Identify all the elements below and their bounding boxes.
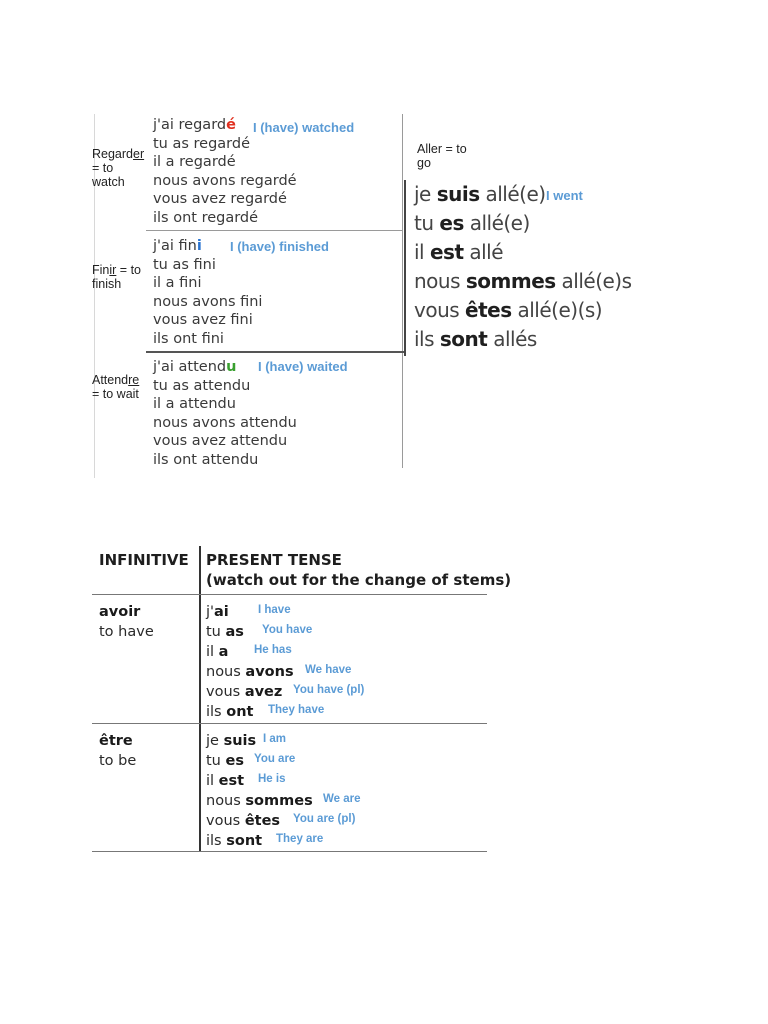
header-present-tense: PRESENT TENSE xyxy=(206,551,342,569)
conj-line: ils ont fini xyxy=(153,330,224,347)
pronoun: j' xyxy=(206,604,215,620)
conj-line: nous avons fini xyxy=(153,293,263,310)
verb-form: as xyxy=(225,624,244,640)
regarder-label: Regarder = to watch xyxy=(92,147,145,189)
pronoun: vous xyxy=(206,813,245,829)
conjugation-row xyxy=(206,682,365,702)
pronoun: ils xyxy=(206,833,227,849)
verb-form: ont xyxy=(226,704,254,720)
table-bottom-rule xyxy=(92,851,487,852)
participle: allé(e)s xyxy=(555,269,632,293)
header-infinitive: INFINITIVE xyxy=(99,551,189,569)
translation: They are xyxy=(276,833,324,845)
aller-line xyxy=(414,296,632,325)
aller-line xyxy=(414,267,632,296)
verb-form: sont xyxy=(226,833,263,849)
translation: You have xyxy=(262,624,313,636)
conj-line: nous avons regardé xyxy=(153,172,297,189)
finir-translation: I (have) finished xyxy=(230,239,329,254)
attendre-translation: I (have) waited xyxy=(258,359,348,374)
header-present-subtitle: (watch out for the change of stems) xyxy=(206,571,512,589)
divider-verbs-aller xyxy=(402,114,403,468)
conj-line: ils ont regardé xyxy=(153,209,259,226)
pronoun: ils xyxy=(206,704,227,720)
auxiliary: êtes xyxy=(465,298,512,322)
pronoun: il xyxy=(414,240,430,264)
pronoun: tu xyxy=(206,753,226,769)
translation: I have xyxy=(258,604,291,616)
auxiliary: es xyxy=(439,211,464,235)
attendre-label: Attendre = to wait xyxy=(92,373,140,401)
conj-line: vous avez fini xyxy=(153,312,253,328)
aller-conjugation xyxy=(414,180,632,354)
verb-form: avez xyxy=(244,684,283,700)
table-row-rule xyxy=(92,723,487,724)
pronoun: vous xyxy=(414,298,466,322)
auxiliary: sommes xyxy=(465,269,556,293)
aller-line xyxy=(414,209,632,238)
pronoun: nous xyxy=(414,269,466,293)
translation: He has xyxy=(254,644,292,656)
regarder-translation: I (have) watched xyxy=(253,120,355,135)
conj-line: il a fini xyxy=(153,275,202,291)
conj-line: tu as regardé xyxy=(153,135,251,152)
translation: He is xyxy=(258,773,286,785)
aller-translation: I went xyxy=(546,188,583,203)
etre-forms xyxy=(206,731,361,851)
pronoun: je xyxy=(206,733,224,749)
conj-line: nous avons attendu xyxy=(153,414,297,431)
table-column-divider xyxy=(199,546,201,852)
translation: We are xyxy=(323,793,361,805)
verb-form: ai xyxy=(214,604,229,620)
conj-line: tu as fini xyxy=(153,256,216,273)
finir-label: Finir = to finish xyxy=(92,263,141,291)
conj-line: j'ai attendu xyxy=(153,359,237,375)
participle: allé(e) xyxy=(479,182,546,206)
conj-line: j'ai fini xyxy=(153,238,202,254)
conjugation-row xyxy=(206,831,324,851)
conjugation-row xyxy=(206,662,352,682)
conjugation-row xyxy=(206,751,313,771)
verb-form: êtes xyxy=(244,813,281,829)
verb-form: a xyxy=(218,644,229,660)
verb-form: avons xyxy=(245,664,294,680)
translation: You have (pl) xyxy=(293,684,365,696)
pronoun: vous xyxy=(206,684,245,700)
aller-line xyxy=(414,238,632,267)
verb-form: sommes xyxy=(245,793,313,809)
conjugation-row xyxy=(206,771,313,791)
conj-line: j'ai regardé xyxy=(153,117,236,133)
conjugation-row xyxy=(206,622,313,642)
conj-line: il a regardé xyxy=(153,154,236,170)
divider-finir-attendre xyxy=(146,351,404,353)
translation: I am xyxy=(263,733,287,745)
conjugation-row xyxy=(206,642,294,662)
participle: allés xyxy=(487,327,537,351)
conjugation-row xyxy=(206,602,294,622)
conj-line: vous avez attendu xyxy=(153,433,288,449)
divider-regarder-finir xyxy=(146,230,402,231)
participle: allé(e) xyxy=(463,211,530,235)
pronoun: nous xyxy=(206,664,246,680)
participle: allé(e)(s) xyxy=(511,298,603,322)
pronoun: ils xyxy=(414,327,440,351)
attendre-conjugation xyxy=(153,358,297,469)
conjugation-row xyxy=(206,811,356,831)
pronoun: tu xyxy=(414,211,440,235)
pronoun: nous xyxy=(206,793,246,809)
conj-line: vous avez regardé xyxy=(153,191,287,207)
conjugation-row xyxy=(206,702,325,722)
conj-line: ils ont attendu xyxy=(153,451,259,468)
translation: You are xyxy=(254,753,296,765)
aller-line xyxy=(414,325,632,354)
conj-line: tu as attendu xyxy=(153,377,251,394)
verb-form: es xyxy=(225,753,244,769)
auxiliary: suis xyxy=(436,182,480,206)
infinitive-avoir: avoir to have xyxy=(99,604,154,640)
pronoun: il xyxy=(206,773,219,789)
pronoun: tu xyxy=(206,624,226,640)
translation: You are (pl) xyxy=(293,813,356,825)
conjugation-row xyxy=(206,731,313,751)
auxiliary: sont xyxy=(439,327,488,351)
translation: We have xyxy=(305,664,352,676)
verb-form: suis xyxy=(223,733,257,749)
pronoun: je xyxy=(414,182,437,206)
avoir-forms xyxy=(206,602,365,722)
aller-label: Aller = to go xyxy=(417,142,467,170)
aller-line xyxy=(414,180,632,209)
table-header-rule xyxy=(92,594,487,595)
participle: allé xyxy=(463,240,504,264)
auxiliary: est xyxy=(429,240,464,264)
translation: They have xyxy=(268,704,325,716)
conjugation-row xyxy=(206,791,361,811)
conj-line: il a attendu xyxy=(153,396,236,412)
infinitive-etre: être to be xyxy=(99,733,137,769)
pronoun: il xyxy=(206,644,219,660)
divider-aller-left xyxy=(404,180,406,356)
verb-form: est xyxy=(218,773,245,789)
